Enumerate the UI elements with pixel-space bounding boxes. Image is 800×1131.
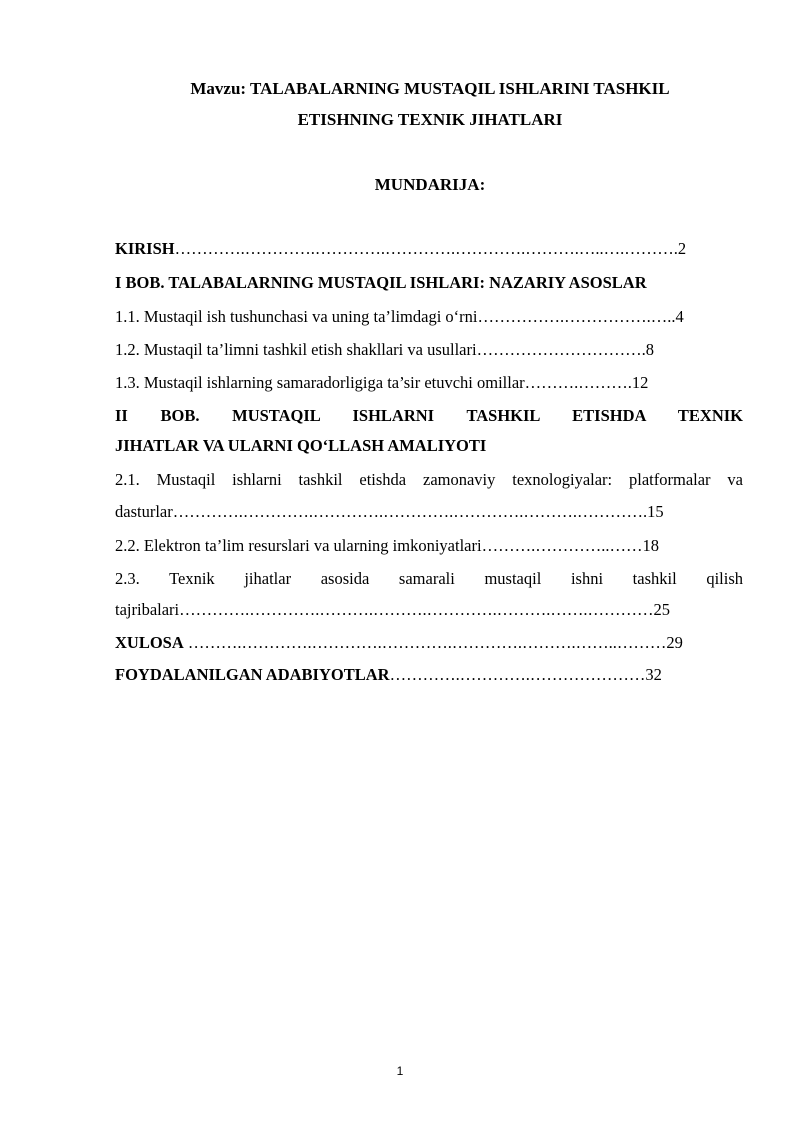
toc-entry-kirish-page: 2	[677, 239, 687, 258]
toc-heading: MUNDARIJA:	[374, 175, 486, 194]
toc-entry-adabiyotlar-leader: ………….………….…………………	[389, 665, 646, 684]
toc-entry-xulosa	[115, 628, 743, 658]
toc-entry-adabiyotlar	[115, 660, 743, 690]
document-title-line-2: ETISHNING TEXNIK JIHATLARI	[297, 110, 563, 129]
document-title-line-1: Mavzu: TALABALARNING MUSTAQIL ISHLARINI TASHKIL	[190, 79, 670, 98]
toc-entry-kirish-leader: ………….………….………….………….………….……….…..….……….	[174, 239, 678, 258]
toc-chapter-2-line-1: II BOB. MUSTAQIL ISHLARNI TASHKIL ETISHDA TEXNIK	[115, 406, 743, 425]
toc-entry-1-3: 1.3. Mustaqil ishlarning samaradorligiga ta’sir etuvchi omillar……….……….12	[115, 373, 649, 392]
toc-entry-2-1-line-2: dasturlar………….………….………….………….………….……….………….15	[115, 502, 664, 521]
toc-chapter-2-line-2: JIHATLAR VA ULARNI QO‘LLASH AMALIYOTI	[115, 436, 487, 455]
toc-entry-xulosa-leader: ……….………….………….………….………….……….……..………	[183, 633, 667, 652]
toc-entry-xulosa-label: XULOSA	[115, 633, 184, 652]
toc-entry-2-3-line-2: tajribalari………….………….……….……….………….……….…….…………25	[115, 600, 671, 619]
toc-entry-adabiyotlar-page: 32	[645, 665, 662, 684]
toc-entry-2-2: 2.2. Elektron ta’lim resurslari va ularning imkoniyatlari……….…………..……18	[115, 536, 659, 555]
toc-entry-2-1-line-1: 2.1. Mustaqil ishlarni tashkil etishda zamonaviy texnologiyalar: platformalar va	[115, 470, 743, 489]
toc-chapter-1: I BOB. TALABALARNING MUSTAQIL ISHLARI: NAZARIY ASOSLAR	[115, 273, 647, 292]
toc-entry-1-1: 1.1. Mustaqil ish tushunchasi va uning ta’limdagi o‘rni…………….…………….…..4	[115, 307, 684, 326]
toc-entry-kirish	[115, 234, 743, 264]
toc-entry-1-2: 1.2. Mustaqil ta’limni tashkil etish shakllari va usullari………………………….8	[115, 340, 654, 359]
toc-entry-kirish-label: KIRISH	[115, 239, 175, 258]
toc-entry-adabiyotlar-label: FOYDALANILGAN ADABIYOTLAR	[115, 665, 390, 684]
toc-entry-xulosa-page: 29	[666, 633, 683, 652]
page-number: 1	[396, 1064, 404, 1078]
toc-entry-2-3-line-1: 2.3. Texnik jihatlar asosida samarali mustaqil ishni tashkil qilish	[115, 569, 743, 588]
